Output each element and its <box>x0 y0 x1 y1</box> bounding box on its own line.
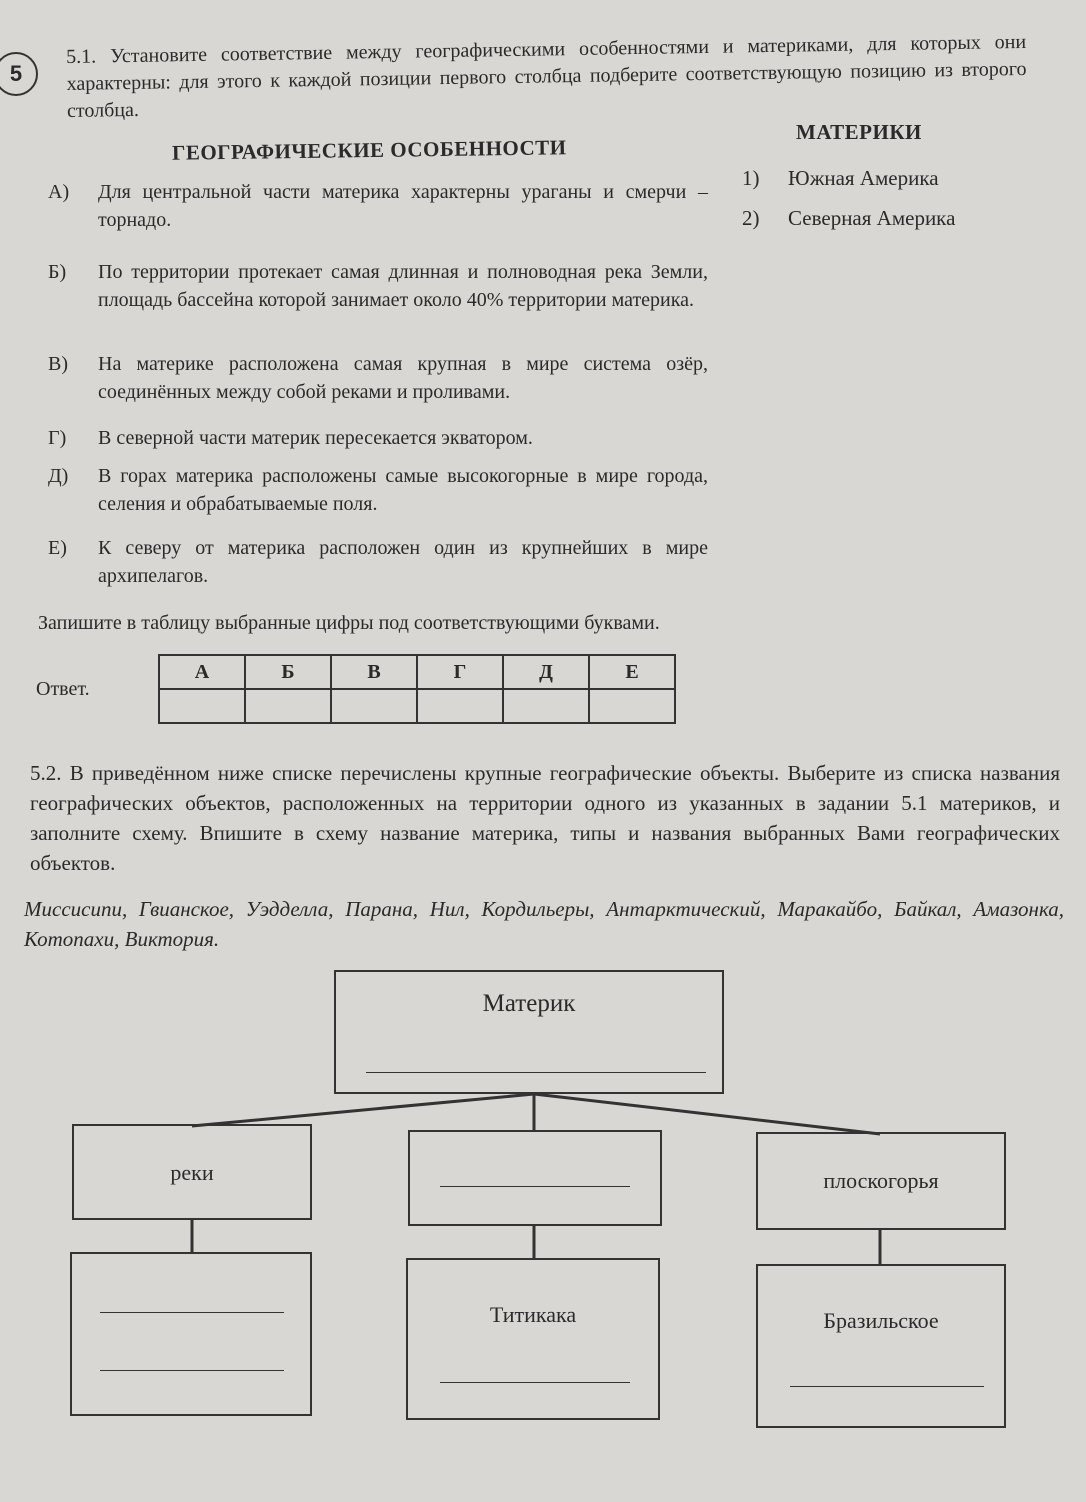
connector-left <box>192 1094 534 1126</box>
task2-text: 5.2. В приведённом ниже списке перечислены крупные географические объекты. Выберите из списка названия географических объектов, расположенных на территории одного из указанных в задании 5.1 материков, и заполните схему. Впишите в схему название материка, типы и названия выбранных Вами географических объектов. <box>30 761 1060 875</box>
scheme-middle-leaf-label: Титикака <box>489 1302 577 1327</box>
rivers-answer-line-2[interactable] <box>100 1370 284 1371</box>
scheme-right-leaf-label: Бразильское <box>823 1308 939 1333</box>
middle-type-answer-line[interactable] <box>440 1186 630 1187</box>
continent-name: Северная Америка <box>788 206 956 230</box>
middle-leaf-answer-line[interactable] <box>440 1382 630 1383</box>
answer-col-header: Е <box>589 655 675 689</box>
scheme-plateaus-box <box>756 1132 1006 1230</box>
task1-intro: 5.1. Установите соответствие между географическими особенностями и материками, для которых они характерны: для этого к каждой позиции первого столбца подберите соответствующую позицию из второго столбца. <box>66 30 1027 122</box>
continent-number: 2) <box>742 206 760 230</box>
feature-text: На материке расположена самая крупная в мире система озёр, соединённых между собой реками и проливами. <box>98 353 708 403</box>
scheme-right-leaf-box <box>756 1264 1006 1428</box>
answer-col-header: В <box>331 655 417 689</box>
connector-right <box>534 1094 880 1134</box>
answer-label: Ответ. <box>36 678 90 700</box>
continent-name: Южная Америка <box>788 166 939 190</box>
feature-letter: А) <box>48 181 70 203</box>
feature-letter: Д) <box>48 465 69 487</box>
continent-number: 1) <box>742 166 760 190</box>
features-header: ГЕОГРАФИЧЕСКИЕ ОСОБЕННОСТИ <box>171 135 567 165</box>
scheme-plateaus-label: плоскогорья <box>823 1168 939 1193</box>
scheme-rivers-leaf-box <box>70 1252 312 1416</box>
scheme-middle-type-box <box>408 1130 662 1226</box>
table-instruction: Запишите в таблицу выбранные цифры под соответствующими буквами. <box>38 612 660 634</box>
feature-letter: Г) <box>48 427 67 449</box>
feature-text: В северной части материк пересекается экватором. <box>98 427 533 449</box>
feature-text: По территории протекает самая длинная и полноводная река Земли, площадь бассейна которой занимает около 40% территории материка. <box>98 261 708 311</box>
answer-col-header: Б <box>245 655 331 689</box>
root-answer-line[interactable] <box>366 1072 706 1073</box>
scheme-rivers-box <box>72 1124 312 1220</box>
answer-col-header: А <box>159 655 245 689</box>
continents-header: МАТЕРИКИ <box>796 120 922 144</box>
scheme-middle-leaf-box <box>406 1258 660 1420</box>
feature-letter: Е) <box>48 537 67 559</box>
scheme-root-box <box>334 970 724 1094</box>
task-number-badge: 5 <box>0 52 38 96</box>
feature-letter: Б) <box>48 261 67 283</box>
objects-list: Миссисипи, Гвианское, Уэдделла, Парана, Нил, Кордильеры, Антарктический, Маракайбо, Байкал, Амазонка, Котопахи, Виктория. <box>24 897 1064 951</box>
scheme-root-label: Материк <box>482 990 576 1017</box>
answer-col-header: Г <box>417 655 503 689</box>
answer-col-header: Д <box>503 655 589 689</box>
feature-letter: В) <box>48 353 68 375</box>
rivers-answer-line-1[interactable] <box>100 1312 284 1313</box>
feature-text: К северу от материка расположен один из крупнейших в мире архипелагов. <box>98 537 708 587</box>
feature-text: Для центральной части материка характерны ураганы и смерчи – торнадо. <box>98 181 708 231</box>
feature-text: В горах материка расположены самые высокогорные в мире города, селения и обрабатываемые поля. <box>98 465 708 515</box>
scheme-rivers-label: реки <box>170 1160 214 1185</box>
right-leaf-answer-line[interactable] <box>790 1386 984 1387</box>
